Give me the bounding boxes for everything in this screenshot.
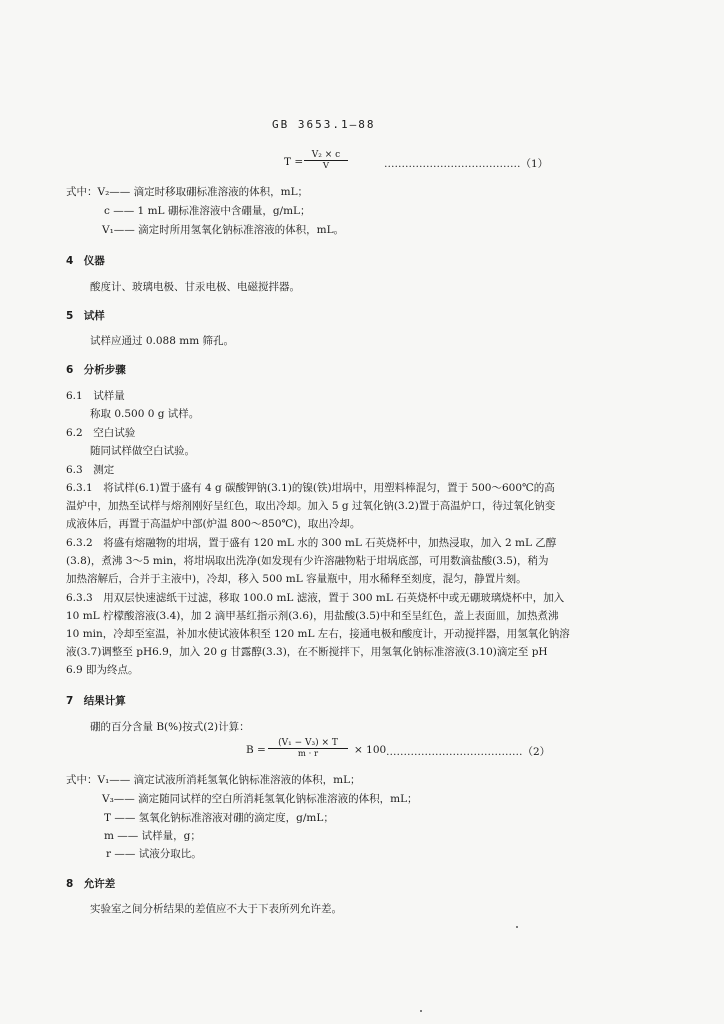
where1-line: V₁—— 滴定时所用氢氧化钠标准溶液的体积，mL。 xyxy=(102,224,345,236)
section-8-body: 实验室之间分析结果的差值应不大于下表所列允许差。 xyxy=(90,903,342,915)
formula2-denominator: m · r xyxy=(297,749,319,759)
formula2-tail: × 100 xyxy=(354,744,387,756)
section-6-3-3-line: 液(3.7)调整至 pH6.9，加入 20 g 甘露醇(3.3)，在不断搅拌下，用氢氧化钠标准溶液(3.10)滴定至 pH xyxy=(66,646,548,658)
formula2-lhs: B = xyxy=(246,744,266,756)
section-6-1-body: 称取 0.500 0 g 试样。 xyxy=(90,408,200,420)
section-6-2-title: 6.2 空白试验 xyxy=(66,427,136,439)
where1-line: c —— 1 mL 硼标准溶液中含硼量，g/mL； xyxy=(104,205,311,217)
section-6-3-3-line: 6.3.3 用双层快速滤纸干过滤，移取 100.0 mL 滤液，置于 300 mL 石英烧杯中或无硼玻璃烧杯中，加入 xyxy=(66,592,565,604)
section-6-2-body: 随同试样做空白试验。 xyxy=(90,445,195,457)
formula1-number: …………………………………（1） xyxy=(384,158,549,170)
section-4-title: 4 仪器 xyxy=(66,255,105,267)
section-6-3-3-line: 10 mL 柠檬酸溶液(3.4)，加 2 滴甲基红指示剂(3.6)，用盐酸(3.5)中和至呈红色，盖上表面皿，加热煮沸 xyxy=(66,610,559,622)
section-6-3-2-line: 加热溶解后，合并于主液中)，冷却，移入 500 mL 容量瓶中，用水稀释至刻度，混匀，静置片刻。 xyxy=(66,573,527,585)
section-6-3-title: 6.3 测定 xyxy=(66,464,115,476)
section-6-3-1-line: 6.3.1 将试样(6.1)置于盛有 4 g 碳酸钾钠(3.1)的镍(铁)坩埚中，用塑料棒混匀，置于 500～600℃的高 xyxy=(66,482,555,494)
formula2-numerator: (V₁ − V₃) × T xyxy=(268,738,348,749)
standard-number-header: GB 3653.1—88 xyxy=(272,118,376,131)
where2-line: T —— 氢氧化钠标准溶液对硼的滴定度，g/mL； xyxy=(104,812,334,824)
formula2-fraction xyxy=(268,738,348,759)
formula1-fraction xyxy=(304,150,348,171)
section-6-3-3-line: 10 min，冷却至室温，补加水使试液体积至 120 mL 左右，接通电极和酸度计，开动搅拌器，用氢氧化钠溶 xyxy=(66,628,570,640)
where2-line: m —— 试样量，g； xyxy=(104,830,201,842)
section-6-3-1-line: 成液体后，再置于高温炉中部(炉温 800～850℃)，取出冷却。 xyxy=(66,518,361,530)
section-5-body: 试样应通过 0.088 mm 筛孔。 xyxy=(90,335,234,347)
section-6-3-2-line: 6.3.2 将盛有熔融物的坩埚，置于盛有 120 mL 水的 300 mL 石英烧杯中，加热浸取，加入 2 mL 乙醇 xyxy=(66,537,557,549)
section-6-3-1-line: 温炉中，加热至试样与熔剂刚好呈红色，取出冷却。加入 5 g 过氧化钠(3.2)置于高温炉口，待过氧化钠变 xyxy=(66,500,556,512)
section-5-title: 5 试样 xyxy=(66,310,105,322)
section-6-title: 6 分析步骤 xyxy=(66,364,126,376)
scan-speck xyxy=(420,1010,422,1012)
section-6-1-title: 6.1 试样量 xyxy=(66,390,125,402)
scan-speck xyxy=(516,926,518,928)
where2-line: V₃—— 滴定随同试样的空白所消耗氢氧化钠标准溶液的体积，mL； xyxy=(102,793,418,805)
where2-line: r —— 试液分取比。 xyxy=(106,848,202,860)
where1-line: 式中：V₂—— 滴定时移取硼标准溶液的体积，mL； xyxy=(66,186,309,198)
where2-line: 式中：V₁—— 滴定试液所消耗氢氧化钠标准溶液的体积，mL； xyxy=(66,774,361,786)
formula2-number: …………………………………（2） xyxy=(386,746,551,758)
section-7-title: 7 结果计算 xyxy=(66,695,126,707)
section-6-3-3-line: 6.9 即为终点。 xyxy=(66,664,139,676)
section-7-intro: 硼的百分含量 B(%)按式(2)计算： xyxy=(90,721,250,733)
formula1-numerator: V₂ × c xyxy=(304,150,348,161)
formula1-denominator: V xyxy=(322,161,330,171)
formula1-lhs: T = xyxy=(284,156,304,168)
section-8-title: 8 允许差 xyxy=(66,878,116,890)
section-6-3-2-line: (3.8)，煮沸 3～5 min，将坩埚取出洗净(如发现有少许溶融物粘于坩埚底部，可用数滴盐酸(3.5)，稍为 xyxy=(66,555,549,567)
section-4-body: 酸度计、玻璃电极、甘汞电极、电磁搅拌器。 xyxy=(90,281,300,293)
